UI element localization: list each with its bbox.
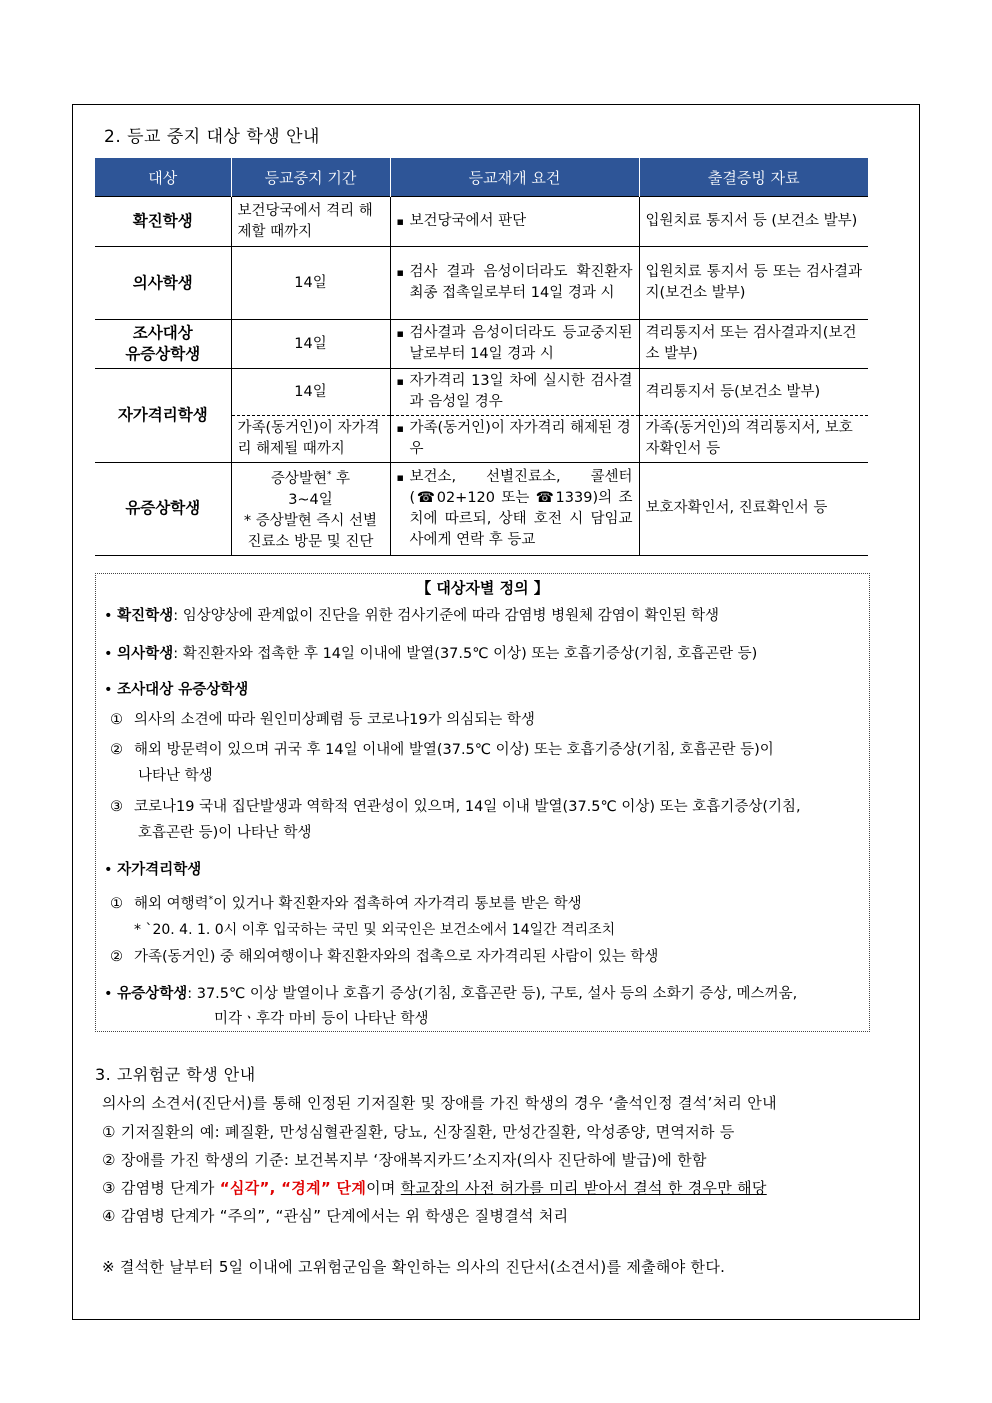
- row-period: 14일: [231, 369, 390, 416]
- row-proof: 입원치료 통지서 등 (보건소 발부): [639, 197, 868, 247]
- section3-title: 3. 고위험군 학생 안내: [95, 1065, 256, 1084]
- row-target: 자가격리학생: [95, 369, 231, 463]
- row-proof: 격리통지서 또는 검사결과지(보건소 발부): [639, 320, 868, 369]
- section3-item: ③ 감염병 단계가 “심각”, “경계” 단계이며 학교장의 사전 허가를 미리 받아서 결석 한 경우만 해당: [102, 1179, 767, 1197]
- section2-title: 2. 등교 중지 대상 학생 안내: [104, 127, 320, 147]
- row-target: 유증상학생: [95, 463, 231, 556]
- row-target: 확진학생: [95, 197, 231, 247]
- table-row: [95, 369, 868, 416]
- row-resume: ▪ 검사 결과 음성이더라도 확진환자 최종 접촉일로부터 14일 경과 시: [390, 247, 639, 320]
- row-resume: ▪ 가족(동거인)이 자가격리 해제된 경우: [390, 416, 639, 463]
- header-resume: 등교재개 요건: [390, 158, 639, 197]
- row-resume: ▪ 자가격리 13일 차에 실시한 검사결과 음성일 경우: [390, 369, 639, 416]
- definitions-box: [95, 573, 870, 1032]
- table-header-row: [95, 158, 868, 197]
- section3-intro: 의사의 소견서(진단서)를 통해 인정된 기저질환 및 장애를 가진 학생의 경우 ‘출석인정 결석’처리 안내: [102, 1094, 777, 1112]
- def-symptomatic: • 유증상학생: 37.5℃ 이상 발열이나 호흡기 증상(기침, 호흡곤란 등), 구토, 설사 등의 소화기 증상, 메스꺼움, 미각ㆍ후각 마비 등이 나타난 학생: [104, 986, 798, 1027]
- row-period: 14일: [231, 320, 390, 369]
- row-proof: 보호자확인서, 진료확인서 등: [639, 463, 868, 556]
- def-self-isolation-note: * `20. 4. 1. 0시 이후 입국하는 국민 및 외국인은 보건소에서 14일간 격리조치: [134, 921, 616, 938]
- section3-note: ※ 결석한 날부터 5일 이내에 고위험군임을 확인하는 의사의 진단서(소견서)를 제출해야 한다.: [102, 1258, 726, 1276]
- table-row: [95, 247, 868, 320]
- row-target: 조사대상 유증상학생: [95, 320, 231, 369]
- suspension-table: [95, 158, 868, 556]
- header-target: 대상: [95, 158, 231, 197]
- def-self-isolation-item: ① 해외 여행력*이 있거나 확진환자와 접촉하여 자가격리 통보를 받은 학생 * `20. 4. 1. 0시 이후 입국하는 국민 및 외국인은 보건소에서 14일간 격리조치: [110, 887, 859, 943]
- row-period: 14일: [231, 247, 390, 320]
- def-investigated-item: ① 의사의 소견에 따라 원인미상폐렴 등 코로나19가 의심되는 학생: [110, 712, 535, 728]
- def-confirmed: • 확진학생: 임상양상에 관계없이 진단을 위한 검사기준에 따라 감염병 병원체 감염이 확인된 학생: [104, 608, 720, 624]
- row-proof: 격리통지서 등(보건소 발부): [639, 369, 868, 416]
- table-row: [95, 463, 868, 556]
- table-row: [95, 320, 868, 369]
- row-period: 증상발현* 후 3~4일 * 증상발현 즉시 선별진료소 방문 및 진단: [231, 463, 390, 556]
- section3-item: ① 기저질환의 예: 폐질환, 만성심혈관질환, 당뇨, 신장질환, 만성간질환, 악성종양, 면역저하 등: [102, 1123, 735, 1141]
- row-resume: ▪ 보건당국에서 판단: [390, 197, 639, 247]
- section3-item: ④ 감염병 단계가 “주의”, “관심” 단계에서는 위 학생은 질병결석 처리: [102, 1207, 569, 1225]
- def-self-isolation-item: ② 가족(동거인) 중 해외여행이나 확진환자와의 접촉으로 자가격리된 사람이 있는 학생: [110, 949, 659, 965]
- row-resume: ▪ 검사결과 음성이더라도 등교중지된 날로부터 14일 경과 시: [390, 320, 639, 369]
- def-self-isolation: • 자가격리학생: [104, 862, 202, 878]
- header-period: 등교중지 기간: [231, 158, 390, 197]
- section3-item: ② 장애를 가진 학생의 기준: 보건복지부 ‘장애복지카드’소지자(의사 진단하에 발급)에 한함: [102, 1151, 707, 1169]
- row-period: 보건당국에서 격리 해제할 때까지: [231, 197, 390, 247]
- header-proof: 출결증빙 자료: [639, 158, 868, 197]
- def-investigated-item: ② 해외 방문력이 있으며 귀국 후 14일 이내에 발열(37.5℃ 이상) 또는 호흡기증상(기침, 호흡곤란 등)이 나타난 학생: [110, 742, 774, 784]
- row-proof: 입원치료 통지서 등 또는 검사결과지(보건소 발부): [639, 247, 868, 320]
- row-proof: 가족(동거인)의 격리통지서, 보호자확인서 등: [639, 416, 868, 463]
- def-suspected: • 의사학생: 확진환자와 접촉한 후 14일 이내에 발열(37.5℃ 이상) 또는 호흡기증상(기침, 호흡곤란 등): [104, 646, 758, 662]
- definitions-title: 【 대상자별 정의 】: [416, 579, 549, 597]
- def-investigated-item: ③ 코로나19 국내 집단발생과 역학적 연관성이 있으며, 14일 이내 발열(37.5℃ 이상) 또는 호흡기증상(기침, 호흡곤란 등)이 나타난 학생: [110, 799, 801, 841]
- def-investigated: • 조사대상 유증상학생: [104, 682, 249, 698]
- row-target: 의사학생: [95, 247, 231, 320]
- table-row: [95, 197, 868, 247]
- row-resume: ▪ 보건소, 선별진료소, 콜센터(☎02+120 또는 ☎1339)의 조치에 따르되, 상태 호전 시 담임교사에게 연락 후 등교: [390, 463, 639, 556]
- row-period: 가족(동거인)이 자가격리 해제될 때까지: [231, 416, 390, 463]
